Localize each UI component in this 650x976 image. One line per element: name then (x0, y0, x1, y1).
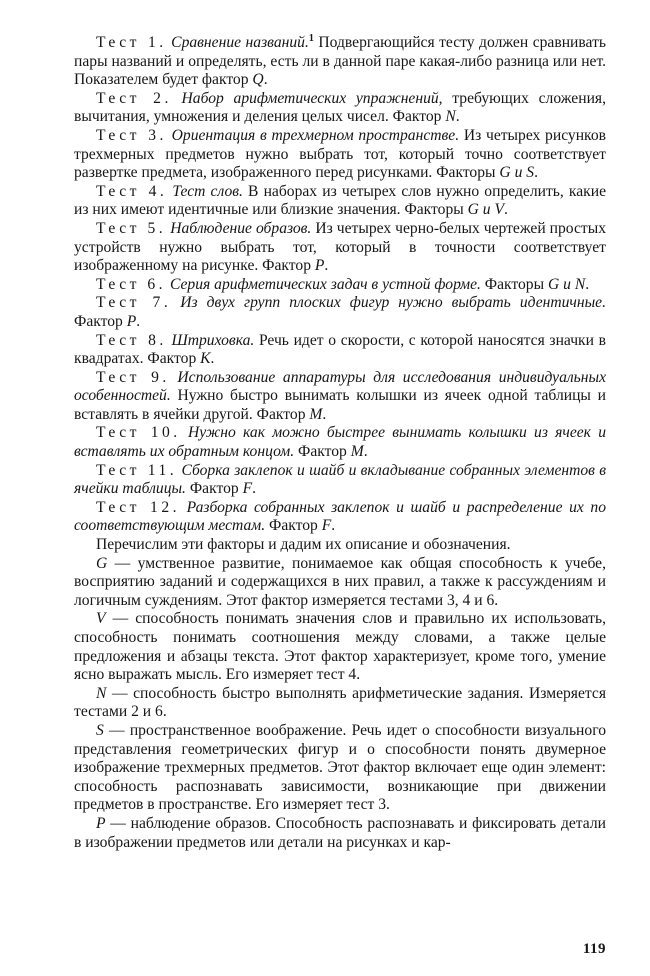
test-factors: G и V (467, 201, 505, 219)
test-title: Штриховка. (171, 331, 255, 349)
test-1: Тест 1. Сравнение названий.$^1$ Подвергающийся тесту должен сравнивать пары названий и определять, есть ли в данной паре какая-либо разница или нет. Показателем будет фактор Q. (74, 32, 606, 89)
test-7: Тест 7. Из двух групп плоских фигур нужно выбрать идентичные. Фактор P. (74, 294, 606, 330)
test-8: Тест 8. Штриховка. Речь идет о скорости, с которой наносятся значки в квадратах. Фактор K. (74, 331, 606, 368)
test-10: Тест 10. Нужно как можно быстрее вынимать колышки из ячеек и вставлять их обратным концом. Фактор M. (74, 424, 606, 461)
test-title: Тест слов. (172, 182, 243, 200)
test-body: требующих сложения, вычитания, умножения и деления целых чисел. Фактор (74, 89, 606, 126)
factor-s (74, 722, 606, 815)
test-body: Факторы (480, 275, 548, 293)
test-title: Разборка собранных заклепок и шайб и распределение их по соответствующим местам. (74, 498, 606, 535)
factor-symbol: N (96, 684, 107, 702)
test-body: Из четырех рисунков трехмерных предметов нужно выбрать тот, который точно соответствует развертке предмета, изображенного перед рисунками. Факторы (74, 126, 607, 182)
test-4: Тест 4. Тест слов. В наборах из четырех слов нужно определить, какие из них имеют идентичные или близкие значения. Факторы G и V. (74, 182, 606, 219)
test-label: Тест 9. (96, 368, 170, 386)
test-label: Тест 12. (96, 498, 181, 516)
test-body: В наборах из четырех слов нужно определить, какие из них имеют идентичные или близкие значения. Факторы (74, 182, 606, 219)
test-factors: G и N (547, 275, 586, 293)
test-body: Фактор (74, 312, 127, 330)
test-label: Тест 7. (96, 294, 172, 312)
factor-p (74, 815, 606, 852)
test-label: Тест 3. (96, 126, 167, 144)
test-body: Подвергающийся тесту должен сравнивать пары названий и определять, есть ли в данной паре какая-либо разница или нет. Показателем будет фактор (74, 34, 606, 89)
test-label: Тест 2. (96, 89, 172, 107)
test-title: Наблюдение образов. (170, 219, 312, 237)
test-12: Тест 12. Разборка собранных заклепок и шайб и распределение их по соответствующим местам. Фактор F. (74, 498, 606, 535)
factor-text: — способность быстро выполнять арифметические задания. Измеряется тестами 2 и 6. (74, 684, 606, 721)
footnote-marker: 1 (308, 32, 314, 44)
test-factors: Q (252, 71, 264, 89)
factor-symbol: S (96, 721, 104, 739)
test-title: Серия арифметических задач в устной форме. (169, 275, 481, 293)
test-body: Фактор (265, 517, 322, 535)
test-2: Тест 2. Набор арифметических упражнений, требующих сложения, вычитания, умножения и деления целых чисел. Фактор N. (74, 89, 606, 126)
test-6: Тест 6. Серия арифметических задач в устной форме. Факторы G и N. (96, 275, 590, 293)
factor-text: — умственное развитие, понимаемое как общая способность к учебе, восприятию заданий и содержащихся в них правил, а также к рассуждениям и логичным суждениям. Этот фактор измеряется тестами 3, 4 и 6. (74, 554, 606, 609)
test-factors: N (445, 108, 456, 126)
test-title: Из двух групп плоских фигур нужно выбрать идентичные. (180, 294, 606, 312)
test-label: Тест 6. (96, 275, 167, 293)
test-factors: G и S (499, 164, 535, 182)
factors-intro: Перечислим эти факторы и дадим их описание и обозначения. (96, 536, 511, 554)
test-title: Сравнение названий. (171, 34, 309, 51)
test-label: Тест 10. (96, 424, 181, 442)
test-body: Нужно быстро вынимать колышки из ячеек одной таблицы и вставлять в ячейки другой. Фактор (74, 387, 606, 423)
test-factors: M (309, 405, 323, 423)
page-number: 119 (582, 941, 606, 957)
test-title: Ориентация в трехмерном пространстве. (171, 126, 460, 144)
test-body: Фактор (185, 480, 243, 498)
test-9: Тест 9. Использование аппаратуры для исследования индивидуальных особенностей. Нужно быстро вынимать колышки из ячеек одной таблицы и вставлять в ячейки другой. Фактор M. (74, 368, 606, 423)
factor-symbol: P (96, 814, 106, 832)
factor-text: — наблюдение образов. Способность распознавать и фиксировать детали в изображении предметов или детали на рисунках и кар- (74, 814, 606, 851)
test-5: Тест 5. Наблюдение образов. Из четырех черно-белых чертежей простых устройств нужно выбрать тот, который в точности соответствует изображенному на рисунке. Фактор P. (74, 219, 607, 275)
factor-g (74, 555, 606, 611)
test-body: Из четырех черно-белых чертежей простых устройств нужно выбрать тот, который в точности соответствует изображенному на рисунке. Фактор (74, 219, 607, 275)
test-factors: P (126, 312, 137, 330)
test-factors: F (321, 517, 332, 535)
test-title: Нужно как можно быстрее вынимать колышки из ячеек и вставлять их обратным концом. (74, 424, 606, 461)
factor-n (74, 685, 606, 722)
factor-symbol: V (96, 610, 106, 628)
factor-text: — способность понимать значения слов и правильно их использовать, способность понимать соотношения между словами, а также целые предложения и абзацы текста. Этот фактор характеризует, кроме того, умение ясно выражать мысль. Его измеряет тест 4. (74, 610, 606, 684)
test-3: Тест 3. Ориентация в трехмерном пространстве. Из четырех рисунков трехмерных предметов нужно выбрать тот, который точно соответствует развертке предмета, изображенного перед рисунками. Факторы G и S. (74, 126, 607, 182)
test-11: Тест 11. Сборка заклепок и шайб и вкладывание собранных элементов в ячейки таблицы. Фактор F. (74, 461, 606, 498)
test-factors: F (242, 480, 253, 498)
test-label: Тест 5. (96, 219, 167, 237)
test-title: Использование аппаратуры для исследования индивидуальных особенностей. (74, 368, 606, 405)
factor-symbol: G (96, 554, 108, 572)
factor-text: — пространственное воображение. Речь идет о способности визуального представления геометрических фигур и о способности понять двумерное изображение трехмерных предметов. Этот фактор включает еще один элемент: способность распознавать зависимости, возникающие при движении предметов в пространстве. Его измеряет тест 3. (74, 721, 606, 814)
test-body: Фактор (294, 443, 351, 461)
test-label: Тест 1. (96, 34, 167, 51)
test-label: Тест 4. (96, 182, 168, 200)
test-factors: M (350, 443, 364, 461)
factor-v (74, 610, 606, 684)
test-title: Сборка заклепок и шайб и вкладывание собранных элементов в ячейки таблицы. (74, 461, 606, 498)
test-title: Набор арифметических упражнений, (181, 89, 443, 107)
test-label: Тест 8. (96, 331, 167, 349)
test-label: Тест 11. (96, 461, 178, 479)
test-factors: K (200, 350, 211, 368)
test-factors: P (314, 257, 325, 275)
test-body: Речь идет о скорости, с которой наносятся значки в квадратах. Фактор (74, 331, 606, 368)
